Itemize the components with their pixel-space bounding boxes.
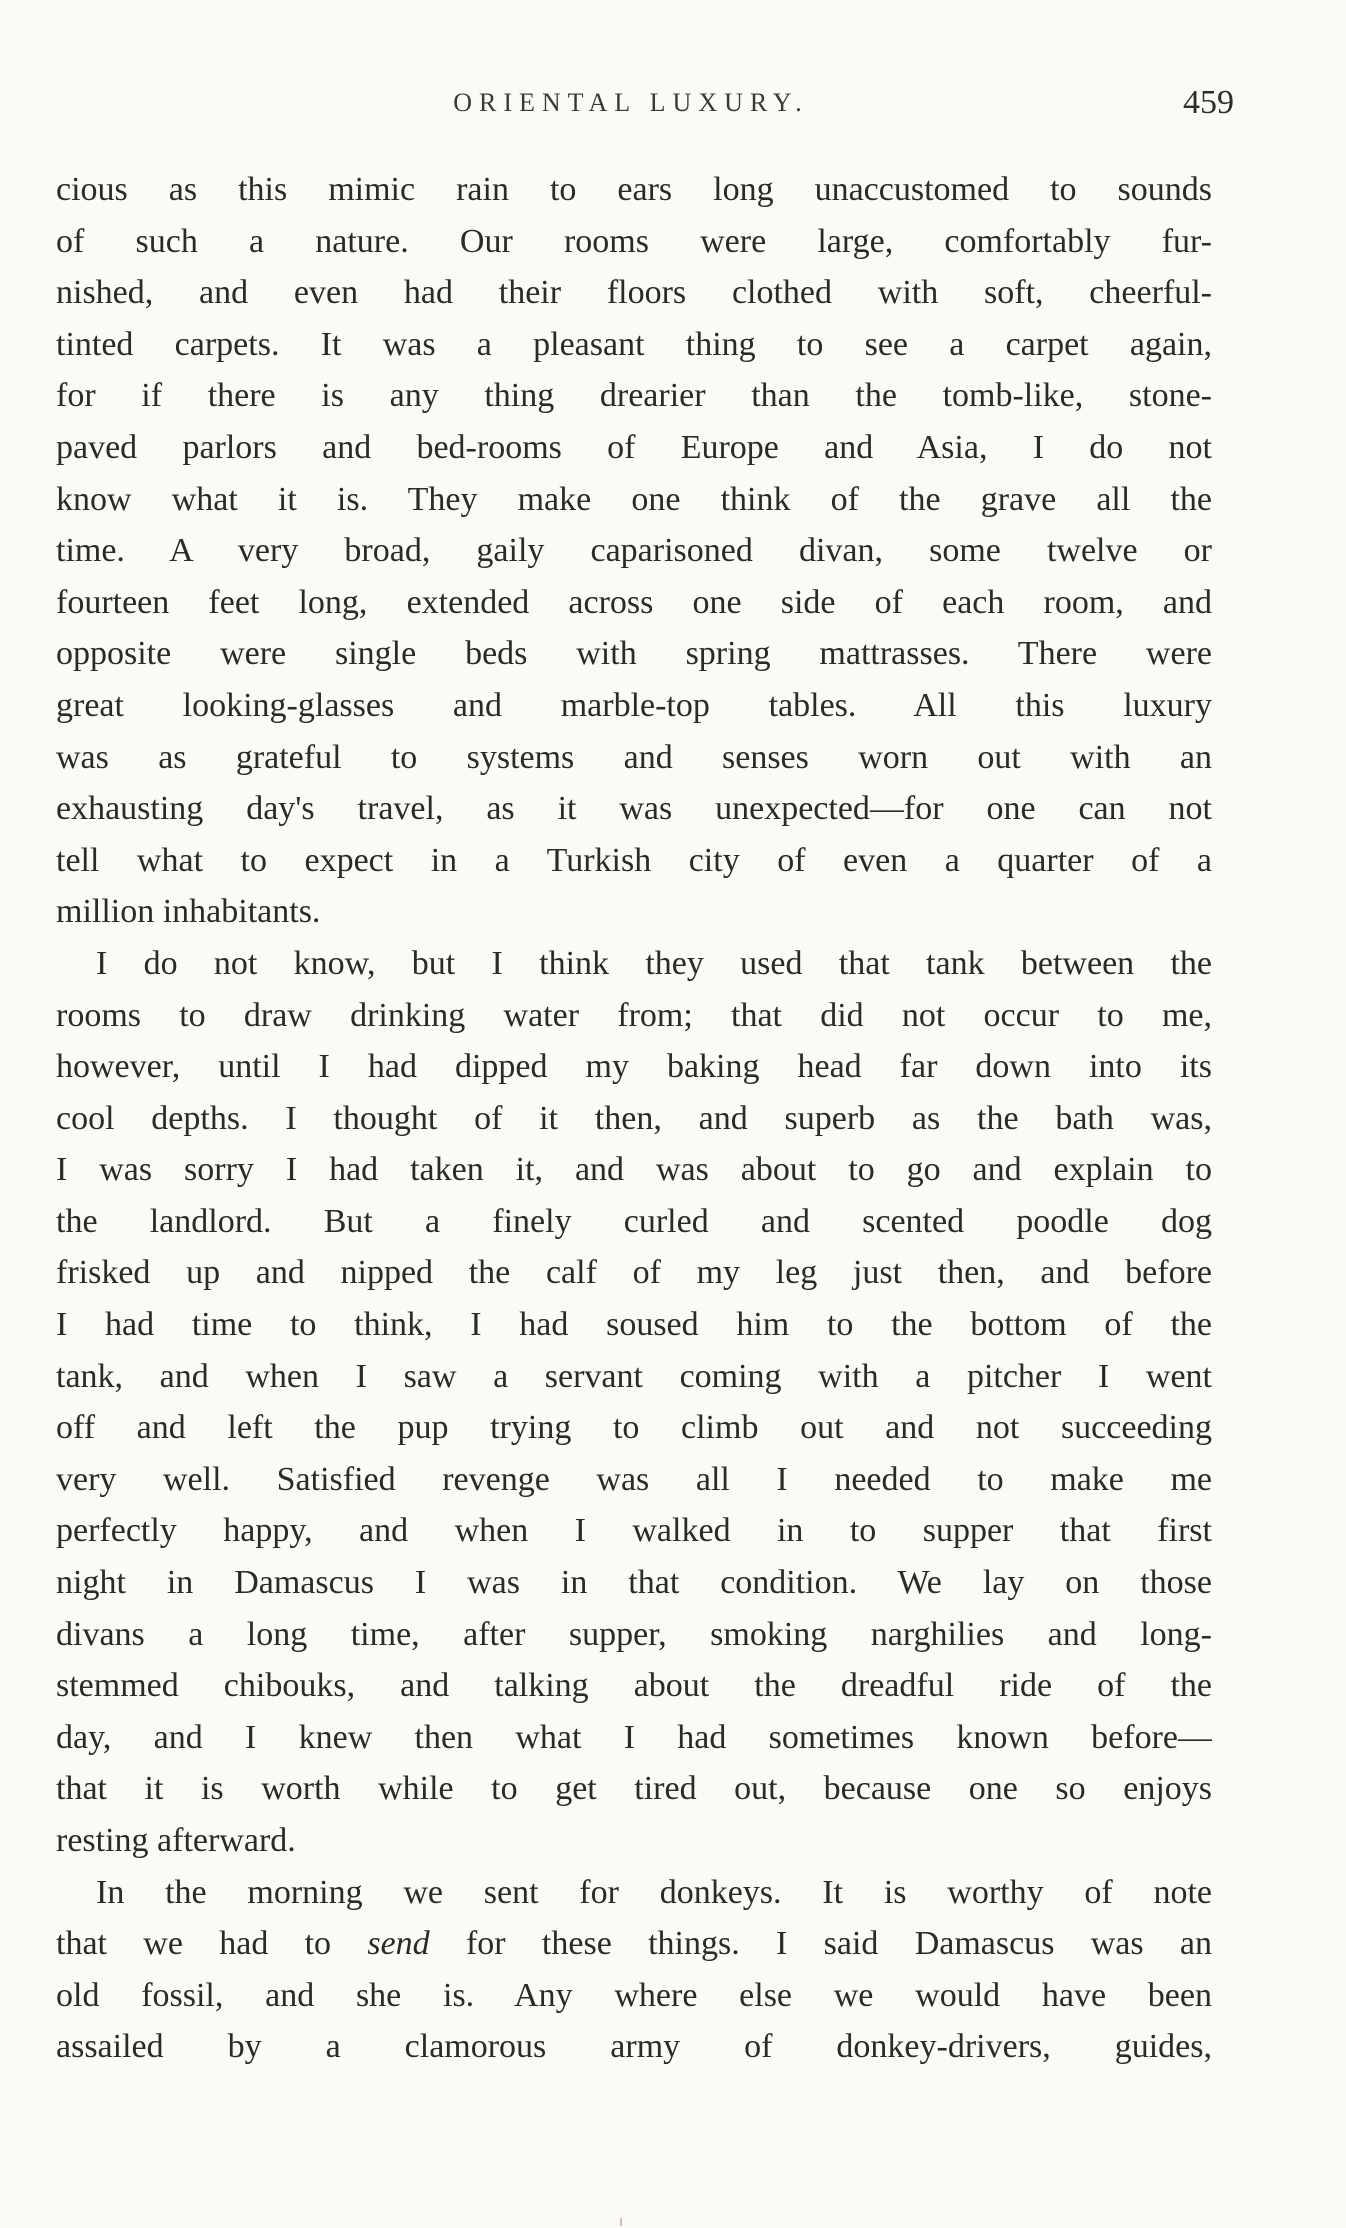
text-line: old fossil, and she is. Any where else we would have been [56,1976,1212,2014]
text-line: stemmed chibouks, and talking about the dreadful ride of the [56,1667,1212,1705]
text-line: paved parlors and bed-rooms of Europe and Asia, I do not [56,428,1212,466]
page-number: 459 [1183,84,1234,121]
text-line: cious as this mimic rain to ears long unaccustomed to sounds [56,171,1212,208]
text-line: rooms to draw drinking water from; that did not occur to me, [56,996,1212,1034]
text-line: great looking-glasses and marble-top tables. All this luxury [56,686,1212,724]
text-line: day, and I knew then what I had sometimes known before— [56,1718,1212,1756]
text-line: was as grateful to systems and senses worn out with an [56,738,1212,776]
text-line: that it is worth while to get tired out, because one so enjoys [56,1770,1212,1808]
paragraph-3 [56,1867,1212,2073]
text-line: million inhabitants. [56,893,321,931]
text-line-with-italic [56,1918,1212,1970]
text-line: tinted carpets. It was a pleasant thing to see a carpet again, [56,325,1212,363]
text-line: however, until I had dipped my baking head far down into its [56,1048,1212,1086]
text-line: for if there is any thing drearier than the tomb-like, stone- [56,377,1212,415]
text-line: I had time to think, I had soused him to the bottom of the [56,1306,1212,1344]
text-line: I do not know, but I think they used that tank between the [96,944,1212,982]
text-line: know what it is. They make one think of the grave all the [56,480,1212,518]
text-line: exhausting day's travel, as it was unexpected—for one can not [56,790,1212,828]
running-title: ORIENTAL LUXURY. [453,88,809,117]
text-line: resting afterward. [56,1822,296,1859]
text-line: very well. Satisfied revenge was all I needed to make me [56,1460,1212,1498]
body-text [56,164,1212,2073]
text-segment: that we had to [56,1925,368,1963]
text-line: perfectly happy, and when I walked in to supper that first [56,1512,1212,1550]
text-line: In the morning we sent for donkeys. It is worthy of note [96,1873,1212,1911]
text-line: I was sorry I had taken it, and was about to go and explain to [56,1151,1212,1189]
text-line: fourteen feet long, extended across one side of each room, and [56,583,1212,621]
text-line: opposite were single beds with spring mattrasses. There were [56,635,1212,673]
text-line: the landlord. But a finely curled and scented poodle dog [56,1202,1212,1240]
text-line: divans a long time, after supper, smoking narghilies and long- [56,1615,1212,1653]
text-segment: for these things. I said Damascus was an [429,1925,1212,1963]
text-line: off and left the pup trying to climb out and not succeeding [56,1409,1212,1447]
text-line: tank, and when I saw a servant coming with a pitcher I went [56,1357,1212,1395]
text-line: assailed by a clamorous army of donkey-drivers, guides, [56,2028,1212,2066]
running-head [56,84,1234,128]
paragraph-1 [56,164,1212,938]
italic-word: send [367,1925,430,1963]
text-line: nished, and even had their floors clothed with soft, cheerful- [56,274,1212,312]
text-line: time. A very broad, gaily caparisoned divan, some twelve or [56,532,1212,570]
text-line: night in Damascus I was in that condition. We lay on those [56,1564,1212,1602]
text-line: cool depths. I thought of it then, and superb as the bath was, [56,1099,1212,1137]
paragraph-2 [56,938,1212,1867]
paper-speck [620,2218,622,2226]
text-line: of such a nature. Our rooms were large, comfortably fur- [56,222,1212,260]
text-line: tell what to expect in a Turkish city of even a quarter of a [56,841,1212,879]
text-line: frisked up and nipped the calf of my leg just then, and before [56,1254,1212,1292]
